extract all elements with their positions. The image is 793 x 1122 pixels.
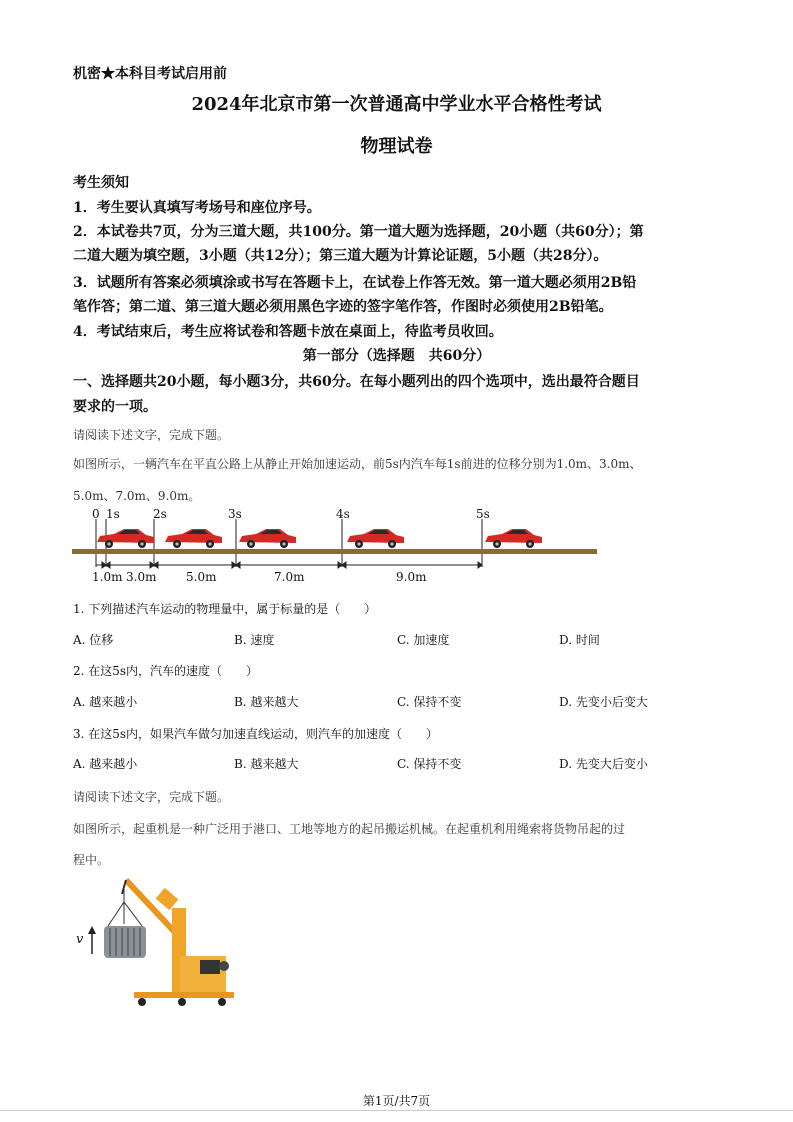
- paper-subtitle: 物理试卷: [360, 136, 433, 157]
- option-d: D. 先变大后变小: [559, 757, 648, 771]
- page-number: 第1页/共7页: [362, 1094, 431, 1108]
- question-stem: 2. 在这5s内，汽车的速度（ ）: [73, 664, 259, 678]
- option-b: B. 越来越大: [234, 757, 299, 771]
- option-c: C. 加速度: [397, 633, 450, 647]
- confidential-mark: 机密★本科目考试启用前: [73, 66, 227, 82]
- road: [72, 549, 597, 554]
- option-d: D. 先变小后变大: [559, 695, 648, 709]
- notice-item: 笔作答；第二道、第三道大题必须用黑色字迹的签字笔作答，作图时必须使用2B铅笔。: [73, 299, 613, 315]
- option-b: B. 速度: [234, 633, 275, 647]
- crane-illustration: [72, 872, 252, 1012]
- distance-label: 3.0m: [126, 570, 157, 584]
- distance-label: 5.0m: [186, 570, 217, 584]
- option-b: B. 越来越大: [234, 695, 299, 709]
- option-a: A. 位移: [73, 633, 114, 647]
- option-d: D. 时间: [559, 633, 600, 647]
- question-stem: 1. 下列描述汽车运动的物理量中，属于标量的是（ ）: [73, 602, 377, 616]
- time-label: 1s: [106, 507, 120, 521]
- time-label: 0: [92, 507, 100, 521]
- time-label: 5s: [476, 507, 490, 521]
- car-icon: [344, 527, 406, 549]
- time-label: 4s: [336, 507, 350, 521]
- notice-item: 4．考试结束后，考生应将试卷和答题卡放在桌面上，待监考员收回。: [73, 324, 503, 340]
- notice-item: 1．考生要认真填写考场号和座位序号。: [73, 200, 321, 216]
- car-icon: [162, 527, 224, 549]
- option-c: C. 保持不变: [397, 695, 462, 709]
- car-icon: [236, 527, 298, 549]
- notice-item: 2．本试卷共7页，分为三道大题，共100分。第一道大题为选择题，20小题（共60分）；第: [73, 224, 644, 240]
- passage-text: 如图所示，一辆汽车在平直公路上从静止开始加速运动，前5s内汽车每1s前进的位移分别为1.0m、3.0m、: [73, 457, 642, 471]
- car-icon: [482, 527, 544, 549]
- footer-divider: [0, 1110, 793, 1111]
- distance-label: 7.0m: [274, 570, 305, 584]
- time-label: 2s: [153, 507, 167, 521]
- distance-label: 9.0m: [396, 570, 427, 584]
- car-icon: [94, 527, 156, 549]
- notice-item: 二道大题为填空题，3小题（共12分）；第三道大题为计算论证题，5小题（共28分）。: [73, 248, 608, 264]
- section-intro: 一、选择题共20小题，每小题3分，共60分。在每小题列出的四个选项中，选出最符合题目: [73, 374, 640, 390]
- reading-instruction: 请阅读下述文字，完成下题。: [73, 428, 230, 442]
- velocity-label: v: [76, 932, 84, 947]
- option-a: A. 越来越小: [73, 757, 138, 771]
- question-stem: 3. 在这5s内，如果汽车做匀加速直线运动，则汽车的加速度（ ）: [73, 727, 439, 741]
- crane-figure: [72, 872, 252, 1012]
- exam-title: 2024年北京市第一次普通高中学业水平合格性考试: [191, 94, 602, 115]
- passage-text: 程中。: [73, 853, 110, 867]
- option-a: A. 越来越小: [73, 695, 138, 709]
- notice-heading: 考生须知: [73, 175, 129, 191]
- distance-label: 1.0m: [92, 570, 123, 584]
- passage-text: 5.0m、7.0m、9.0m。: [73, 489, 201, 503]
- passage-text: 如图所示，起重机是一种广泛用于港口、工地等地方的起吊搬运机械。在起重机利用绳索将货物吊起的过: [73, 822, 626, 836]
- section-intro: 要求的一项。: [73, 399, 157, 415]
- car-motion-figure: [72, 505, 602, 587]
- notice-item: 3．试题所有答案必须填涂或书写在答题卡上，在试卷上作答无效。第一道大题必须用2B铅: [73, 275, 637, 291]
- time-label: 3s: [228, 507, 242, 521]
- reading-instruction: 请阅读下述文字，完成下题。: [73, 790, 230, 804]
- option-c: C. 保持不变: [397, 757, 462, 771]
- part-one-heading: 第一部分（选择题 共60分）: [302, 348, 491, 364]
